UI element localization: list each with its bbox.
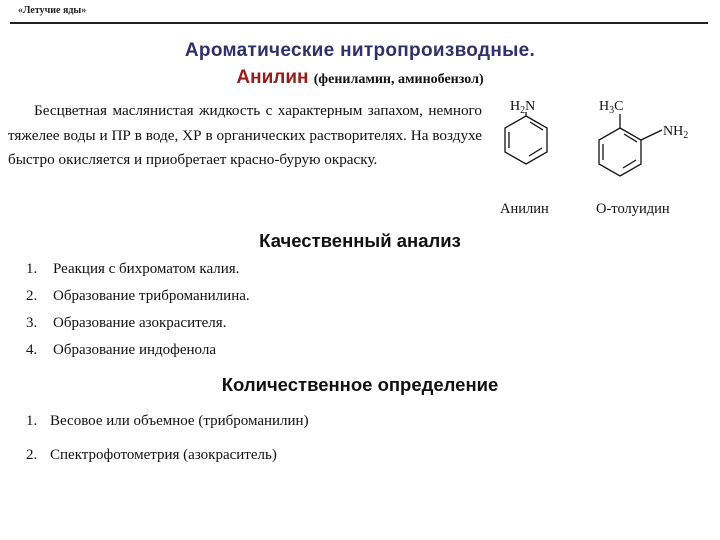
- qualitative-list: [26, 261, 250, 369]
- aniline-nh2-group: $H_2N$: [510, 99, 536, 116]
- toluidine-ring: [599, 114, 662, 176]
- qualitative-title: Качественный анализ: [259, 230, 461, 251]
- quantitative-list: [26, 413, 309, 481]
- page-subtitle: [0, 67, 720, 89]
- list-item: 1. Реакция с бихроматом калия.: [26, 261, 240, 277]
- list-item: 4. Образование индофенола: [26, 342, 217, 358]
- list-item: 1. Весовое или объемное (триброманилин): [26, 413, 309, 429]
- structures-drawing: [486, 90, 716, 200]
- structural-formulas: [486, 90, 716, 225]
- list-item: 2. Спектрофотометрия (азокраситель): [26, 447, 277, 463]
- compound-name: Анилин: [236, 67, 309, 88]
- toluidine-ch3-group: $H_3C$: [599, 99, 624, 116]
- list-item: 3. Образование азокрасителя.: [26, 315, 227, 331]
- aniline-ring: [505, 112, 547, 164]
- header-label: «Летучие яды»: [18, 5, 87, 16]
- aniline-label: Анилин: [500, 201, 549, 217]
- toluidine-label: О-толуидин: [596, 201, 670, 217]
- compound-description: Бесцветная маслянистая жидкость с характерным запахом, немного тяжелее воды и ПР в воде, ХР в органических растворителях. На воздухе быстро окисляется и приобретает красно-бурую окраску.: [8, 102, 482, 168]
- compound-synonyms: (фениламин, аминобензол): [313, 72, 484, 87]
- page-title: Ароматические нитропроизводные.: [184, 40, 536, 61]
- top-divider: [10, 22, 708, 24]
- quantitative-title: Количественное определение: [221, 374, 499, 395]
- toluidine-nh2-group: $NH_2$: [663, 124, 689, 141]
- list-item: 2. Образование триброманилина.: [26, 288, 250, 304]
